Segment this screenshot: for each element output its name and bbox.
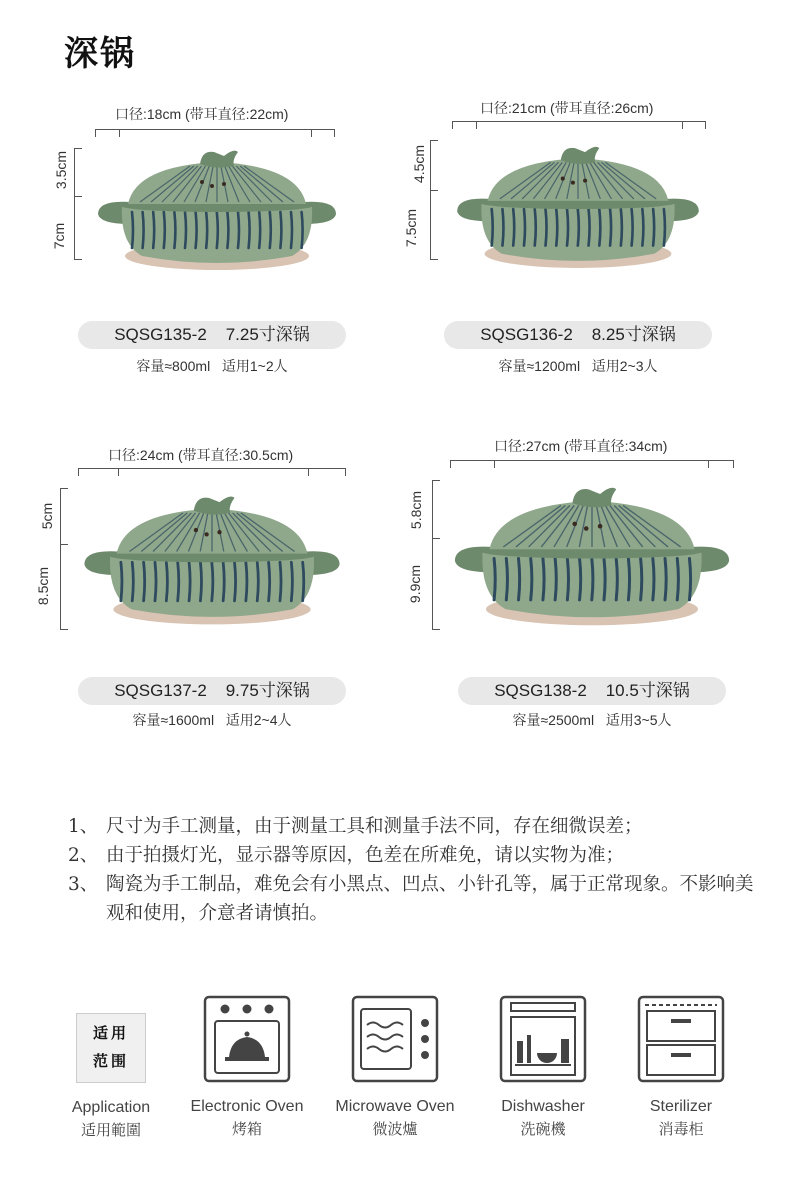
- spec-line: [458, 710, 726, 730]
- diameter-line: [452, 121, 706, 122]
- usage-label-zh: 消毒柜: [658, 1121, 704, 1138]
- spec-line: [444, 356, 712, 376]
- diameter-label: 口径:27cm (带耳直径:34cm): [494, 438, 668, 454]
- usage-label-zh: 烤箱: [231, 1121, 262, 1138]
- lid-height-label: 4.5cm: [411, 144, 428, 184]
- product-card: [35, 440, 420, 800]
- height-line: [432, 480, 433, 630]
- spec-line: [78, 356, 346, 376]
- note-text: 尺寸为手工测量，由于测量工具和测量手法不同，存在细微误差；: [106, 816, 643, 837]
- height-line: [74, 148, 75, 260]
- model-size: 9.75寸深锅: [225, 681, 310, 700]
- product-card: [400, 440, 780, 800]
- diameter-line: [450, 460, 734, 461]
- spec-line: [78, 710, 346, 730]
- model-size: 8.25寸深锅: [591, 325, 676, 344]
- product-card: [400, 96, 780, 456]
- body-height-label: 9.9cm: [407, 564, 424, 604]
- model-size: 7.25寸深锅: [225, 325, 310, 344]
- page-title: 深锅: [64, 34, 136, 74]
- pot-image: [450, 140, 706, 272]
- body-height-label: 8.5cm: [35, 566, 52, 606]
- serves-text: 适用2~4人: [225, 712, 292, 728]
- model-code: SQSG138-2: [494, 681, 587, 700]
- model-size: 10.5寸深锅: [605, 681, 690, 700]
- diameter-label: 口径:18cm (带耳直径:22cm): [115, 106, 289, 122]
- serves-text: 适用1~2人: [221, 358, 288, 374]
- application-badge: [76, 1013, 146, 1083]
- badge-line-1: 适用: [92, 1025, 129, 1042]
- usage-dishwasher: [478, 995, 608, 1139]
- model-pill: [458, 677, 726, 705]
- capacity-text: 容量≈800ml: [136, 358, 211, 374]
- lid-height-label: 5.8cm: [408, 490, 425, 530]
- usage-label-en: Application: [71, 1099, 151, 1116]
- note-text: 由于拍摄灯光，显示器等原因，色差在所难免，请以实物为准；: [106, 845, 625, 866]
- model-code: SQSG135-2: [114, 325, 207, 344]
- usage-label-zh: 适用範圍: [80, 1122, 141, 1139]
- pot-image: [78, 488, 346, 630]
- diameter-label: 口径:24cm (带耳直径:30.5cm): [108, 447, 294, 463]
- pot-image: [92, 144, 342, 274]
- model-code: SQSG136-2: [480, 325, 573, 344]
- microwave-icon: [351, 995, 439, 1083]
- usage-sterilizer: [616, 995, 746, 1139]
- sterilizer-icon: [637, 995, 725, 1083]
- usage-section: [60, 995, 750, 1145]
- serves-text: 适用2~3人: [591, 358, 658, 374]
- notes-list: [68, 812, 758, 928]
- badge-line-2: 范围: [92, 1053, 129, 1070]
- product-card: [40, 96, 420, 456]
- model-pill: [444, 321, 712, 349]
- usage-label-zh: 洗碗機: [520, 1121, 566, 1138]
- note-item: [68, 870, 758, 928]
- model-pill: [78, 321, 346, 349]
- note-number: 3、: [68, 874, 99, 895]
- diameter-line: [78, 468, 346, 469]
- capacity-text: 容量≈1600ml: [132, 712, 215, 728]
- model-code: SQSG137-2: [114, 681, 207, 700]
- serves-text: 适用3~5人: [605, 712, 672, 728]
- pot-image: [448, 480, 736, 630]
- note-text: 陶瓷为手工制品，难免会有小黑点、凹点、小针孔等，属于正常现象。不影响美观和使用，介意者请慎拍。: [106, 874, 754, 924]
- capacity-text: 容量≈2500ml: [512, 712, 595, 728]
- note-item: [68, 812, 758, 841]
- diameter-line: [95, 129, 335, 130]
- lid-height-label: 3.5cm: [53, 150, 70, 190]
- note-number: 2、: [68, 845, 99, 866]
- usage-label-en: Dishwasher: [501, 1098, 585, 1115]
- oven-icon: [203, 995, 291, 1083]
- note-item: [68, 841, 758, 870]
- capacity-text: 容量≈1200ml: [498, 358, 581, 374]
- usage-label-en: Microwave Oven: [335, 1098, 455, 1115]
- lid-height-label: 5cm: [39, 502, 56, 530]
- model-pill: [78, 677, 346, 705]
- note-number: 1、: [68, 816, 99, 837]
- body-height-label: 7.5cm: [403, 208, 420, 248]
- height-line: [430, 140, 431, 260]
- diameter-label: 口径:21cm (带耳直径:26cm): [480, 100, 654, 116]
- dishwasher-icon: [499, 995, 587, 1083]
- usage-oven: [182, 995, 312, 1139]
- usage-application: [46, 995, 176, 1140]
- body-height-label: 7cm: [51, 222, 68, 250]
- usage-label-en: Sterilizer: [649, 1098, 713, 1115]
- height-line: [60, 488, 61, 630]
- usage-microwave: [330, 995, 460, 1139]
- usage-label-zh: 微波爐: [372, 1121, 418, 1138]
- usage-label-en: Electronic Oven: [190, 1098, 304, 1115]
